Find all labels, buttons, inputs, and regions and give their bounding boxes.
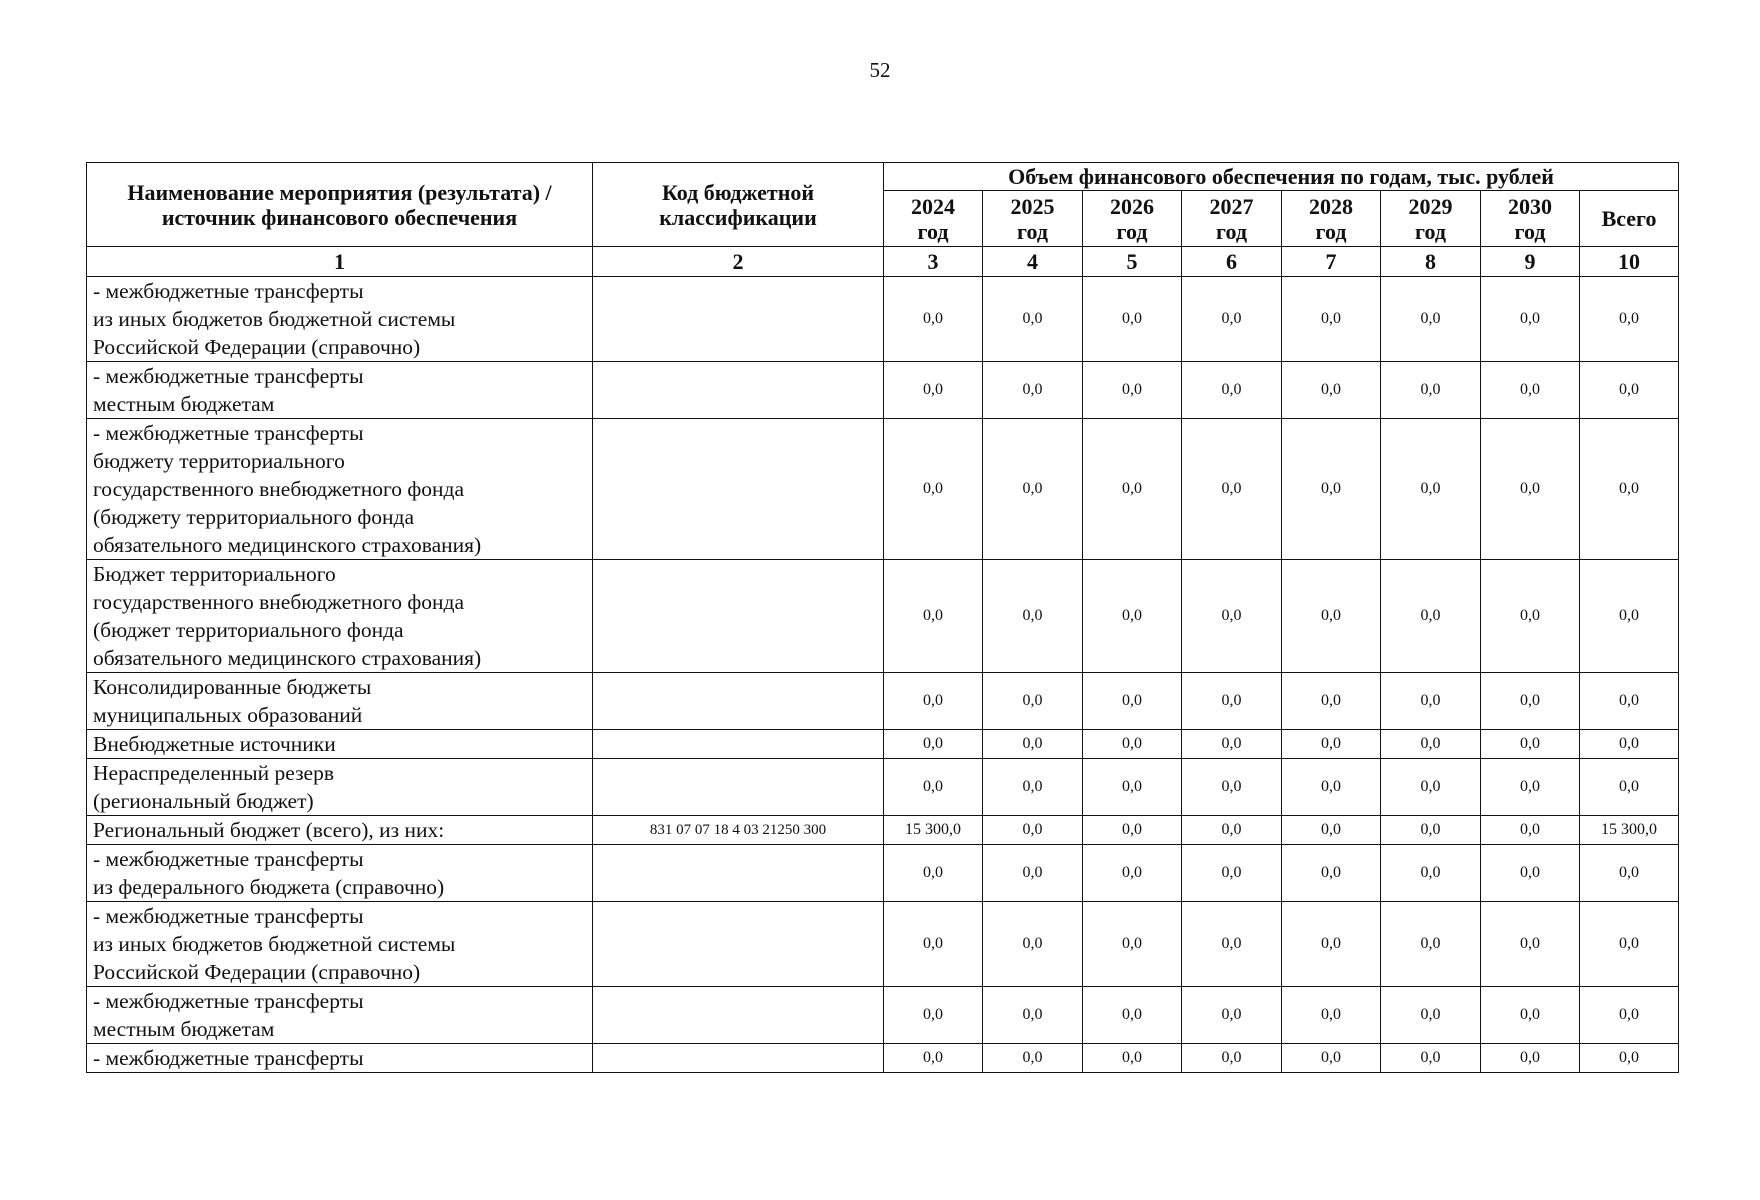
row-year-value: 0,0 xyxy=(1381,816,1481,845)
row-total-value: 0,0 xyxy=(1580,845,1679,902)
column-number: 8 xyxy=(1381,247,1481,277)
row-year-value: 0,0 xyxy=(983,902,1083,987)
row-year-value: 0,0 xyxy=(1282,1044,1381,1073)
row-year-value: 0,0 xyxy=(884,845,983,902)
row-year-value: 0,0 xyxy=(1381,730,1481,759)
row-year-value: 0,0 xyxy=(884,673,983,730)
row-year-value: 0,0 xyxy=(884,1044,983,1073)
row-year-value: 0,0 xyxy=(1481,362,1580,419)
table-row xyxy=(87,277,1679,362)
row-name: Нераспределенный резерв (региональный бюджет) xyxy=(87,759,593,816)
row-year-value: 0,0 xyxy=(884,362,983,419)
row-total-value: 0,0 xyxy=(1580,1044,1679,1073)
row-year-value: 0,0 xyxy=(1282,277,1381,362)
row-year-value: 0,0 xyxy=(1481,816,1580,845)
row-name: - межбюджетные трансферты местным бюджетам xyxy=(87,987,593,1044)
row-total-value: 0,0 xyxy=(1580,730,1679,759)
row-year-value: 0,0 xyxy=(1282,987,1381,1044)
row-year-value: 0,0 xyxy=(884,277,983,362)
row-year-value: 0,0 xyxy=(884,560,983,673)
row-year-value: 0,0 xyxy=(1083,730,1182,759)
header-name: Наименование мероприятия (результата) / источник финансового обеспечения xyxy=(87,163,593,247)
row-year-value: 0,0 xyxy=(1381,987,1481,1044)
table-row xyxy=(87,560,1679,673)
header-row-1 xyxy=(87,163,1679,191)
row-year-value: 0,0 xyxy=(1083,1044,1182,1073)
header-financing-group: Объем финансового обеспечения по годам, тыс. рублей xyxy=(884,163,1679,191)
row-year-value: 0,0 xyxy=(1182,730,1282,759)
row-year-value: 0,0 xyxy=(1481,419,1580,560)
row-year-value: 0,0 xyxy=(1083,419,1182,560)
table-row xyxy=(87,902,1679,987)
column-number: 1 xyxy=(87,247,593,277)
table-row xyxy=(87,816,1679,845)
row-year-value: 0,0 xyxy=(1381,673,1481,730)
row-year-value: 0,0 xyxy=(1182,759,1282,816)
column-number: 4 xyxy=(983,247,1083,277)
row-total-value: 0,0 xyxy=(1580,362,1679,419)
row-year-value: 0,0 xyxy=(884,987,983,1044)
financing-table xyxy=(86,162,1679,1073)
header-year-2029: 2029 год xyxy=(1381,191,1481,247)
row-year-value: 0,0 xyxy=(983,560,1083,673)
row-year-value: 0,0 xyxy=(884,759,983,816)
row-year-value: 0,0 xyxy=(1381,759,1481,816)
row-year-value: 0,0 xyxy=(1182,560,1282,673)
row-name: - межбюджетные трансферты xyxy=(87,1044,593,1073)
row-name: - межбюджетные трансферты из иных бюджетов бюджетной системы Российской Федерации (справочно) xyxy=(87,902,593,987)
row-year-value: 0,0 xyxy=(1481,902,1580,987)
header-total: Всего xyxy=(1580,191,1679,247)
row-total-value: 0,0 xyxy=(1580,902,1679,987)
column-number: 5 xyxy=(1083,247,1182,277)
row-name: Региональный бюджет (всего), из них: xyxy=(87,816,593,845)
row-year-value: 0,0 xyxy=(1083,845,1182,902)
table-row xyxy=(87,759,1679,816)
row-year-value: 0,0 xyxy=(1381,902,1481,987)
row-year-value: 0,0 xyxy=(983,362,1083,419)
row-year-value: 0,0 xyxy=(1083,362,1182,419)
row-year-value: 0,0 xyxy=(1182,987,1282,1044)
row-year-value: 0,0 xyxy=(983,816,1083,845)
row-name: - межбюджетные трансферты из федерального бюджета (справочно) xyxy=(87,845,593,902)
row-year-value: 0,0 xyxy=(983,277,1083,362)
row-year-value: 0,0 xyxy=(1282,419,1381,560)
row-total-value: 0,0 xyxy=(1580,419,1679,560)
row-name: - межбюджетные трансферты бюджету территориального государственного внебюджетного фонда (бюджету территориального фонда обязательного медицинского страхования) xyxy=(87,419,593,560)
row-year-value: 0,0 xyxy=(1481,560,1580,673)
row-year-value: 0,0 xyxy=(1381,560,1481,673)
header-year-2026: 2026 год xyxy=(1083,191,1182,247)
row-name: - межбюджетные трансферты из иных бюджетов бюджетной системы Российской Федерации (справочно) xyxy=(87,277,593,362)
row-year-value: 0,0 xyxy=(983,759,1083,816)
row-year-value: 0,0 xyxy=(884,730,983,759)
row-year-value: 0,0 xyxy=(1083,816,1182,845)
row-code: 831 07 07 18 4 03 21250 300 xyxy=(593,816,884,845)
row-year-value: 0,0 xyxy=(983,673,1083,730)
row-year-value: 15 300,0 xyxy=(884,816,983,845)
table-row xyxy=(87,1044,1679,1073)
row-year-value: 0,0 xyxy=(1083,277,1182,362)
row-year-value: 0,0 xyxy=(1182,673,1282,730)
row-year-value: 0,0 xyxy=(983,419,1083,560)
row-year-value: 0,0 xyxy=(1282,730,1381,759)
row-year-value: 0,0 xyxy=(1381,845,1481,902)
row-code xyxy=(593,845,884,902)
header-code: Код бюджетной классификации xyxy=(593,163,884,247)
row-year-value: 0,0 xyxy=(1083,987,1182,1044)
row-year-value: 0,0 xyxy=(1182,902,1282,987)
row-total-value: 15 300,0 xyxy=(1580,816,1679,845)
row-total-value: 0,0 xyxy=(1580,560,1679,673)
page-number: 52 xyxy=(869,58,891,82)
row-code xyxy=(593,730,884,759)
column-number: 6 xyxy=(1182,247,1282,277)
row-year-value: 0,0 xyxy=(1481,987,1580,1044)
row-year-value: 0,0 xyxy=(884,902,983,987)
row-year-value: 0,0 xyxy=(1481,277,1580,362)
table-row xyxy=(87,419,1679,560)
row-year-value: 0,0 xyxy=(1083,759,1182,816)
row-year-value: 0,0 xyxy=(1282,560,1381,673)
column-number: 7 xyxy=(1282,247,1381,277)
row-code xyxy=(593,673,884,730)
row-year-value: 0,0 xyxy=(1182,277,1282,362)
table-row xyxy=(87,673,1679,730)
column-number: 3 xyxy=(884,247,983,277)
row-total-value: 0,0 xyxy=(1580,759,1679,816)
row-year-value: 0,0 xyxy=(1282,816,1381,845)
row-year-value: 0,0 xyxy=(1182,845,1282,902)
row-code xyxy=(593,277,884,362)
row-year-value: 0,0 xyxy=(884,419,983,560)
row-name: Внебюджетные источники xyxy=(87,730,593,759)
table-body xyxy=(87,277,1679,1073)
row-code xyxy=(593,560,884,673)
column-number: 10 xyxy=(1580,247,1679,277)
row-year-value: 0,0 xyxy=(1282,902,1381,987)
column-number-row xyxy=(87,247,1679,277)
row-year-value: 0,0 xyxy=(1282,845,1381,902)
row-code xyxy=(593,902,884,987)
row-year-value: 0,0 xyxy=(1282,759,1381,816)
row-code xyxy=(593,362,884,419)
row-year-value: 0,0 xyxy=(983,1044,1083,1073)
table-row xyxy=(87,845,1679,902)
row-year-value: 0,0 xyxy=(983,987,1083,1044)
row-code xyxy=(593,1044,884,1073)
header-year-2030: 2030 год xyxy=(1481,191,1580,247)
row-code xyxy=(593,759,884,816)
row-year-value: 0,0 xyxy=(1282,362,1381,419)
row-total-value: 0,0 xyxy=(1580,277,1679,362)
column-number: 9 xyxy=(1481,247,1580,277)
header-year-2024: 2024 год xyxy=(884,191,983,247)
row-year-value: 0,0 xyxy=(1481,730,1580,759)
table-row xyxy=(87,730,1679,759)
table-row xyxy=(87,987,1679,1044)
header-year-2028: 2028 год xyxy=(1282,191,1381,247)
row-total-value: 0,0 xyxy=(1580,987,1679,1044)
row-year-value: 0,0 xyxy=(1381,277,1481,362)
row-year-value: 0,0 xyxy=(1182,816,1282,845)
table-row xyxy=(87,362,1679,419)
row-year-value: 0,0 xyxy=(983,730,1083,759)
row-year-value: 0,0 xyxy=(1381,362,1481,419)
row-year-value: 0,0 xyxy=(1083,673,1182,730)
row-code xyxy=(593,419,884,560)
row-year-value: 0,0 xyxy=(1481,845,1580,902)
row-year-value: 0,0 xyxy=(1182,1044,1282,1073)
row-year-value: 0,0 xyxy=(1182,419,1282,560)
row-name: - межбюджетные трансферты местным бюджетам xyxy=(87,362,593,419)
row-year-value: 0,0 xyxy=(1083,560,1182,673)
row-year-value: 0,0 xyxy=(983,845,1083,902)
row-year-value: 0,0 xyxy=(1481,673,1580,730)
row-total-value: 0,0 xyxy=(1580,673,1679,730)
row-name: Бюджет территориального государственного внебюджетного фонда (бюджет территориального фонда обязательного медицинского страхования) xyxy=(87,560,593,673)
column-number: 2 xyxy=(593,247,884,277)
row-code xyxy=(593,987,884,1044)
header-year-2027: 2027 год xyxy=(1182,191,1282,247)
row-year-value: 0,0 xyxy=(1481,1044,1580,1073)
row-year-value: 0,0 xyxy=(1481,759,1580,816)
row-year-value: 0,0 xyxy=(1282,673,1381,730)
row-year-value: 0,0 xyxy=(1381,419,1481,560)
row-year-value: 0,0 xyxy=(1083,902,1182,987)
row-year-value: 0,0 xyxy=(1182,362,1282,419)
header-year-2025: 2025 год xyxy=(983,191,1083,247)
row-year-value: 0,0 xyxy=(1381,1044,1481,1073)
row-name: Консолидированные бюджеты муниципальных образований xyxy=(87,673,593,730)
